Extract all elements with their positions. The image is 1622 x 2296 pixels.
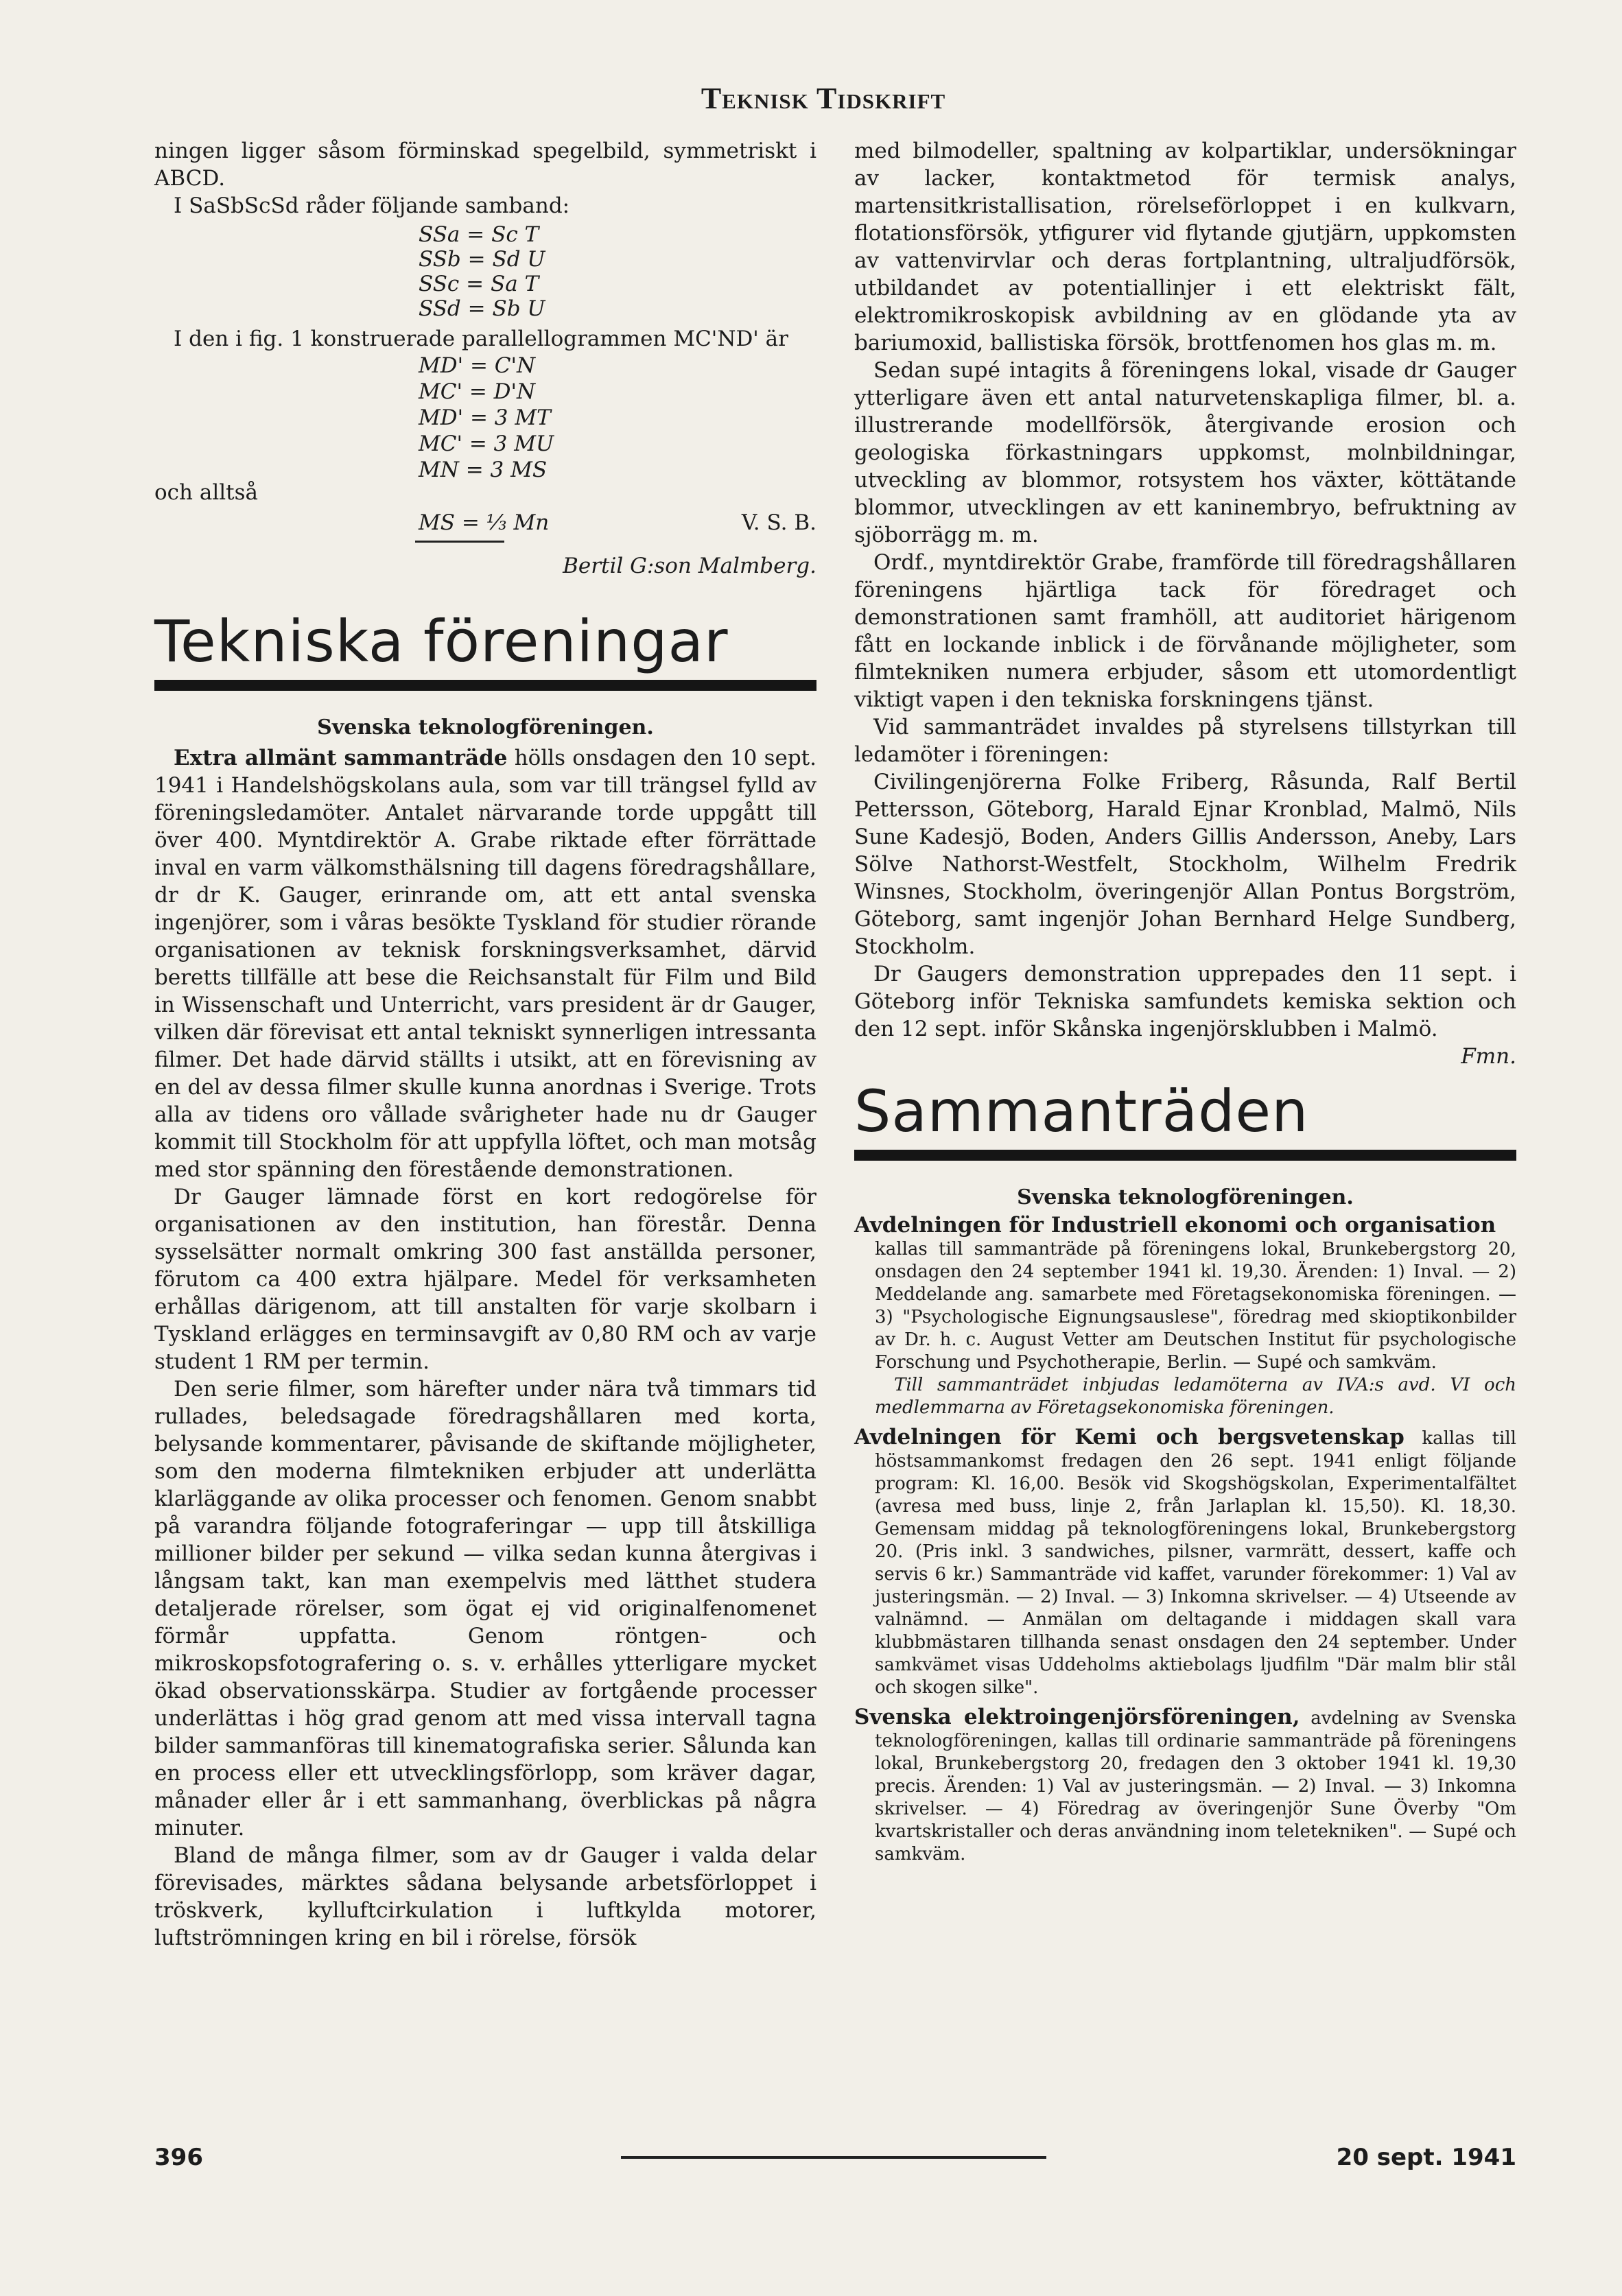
- notice-heading: Avdelningen för Kemi och bergsvetenskap: [854, 1425, 1404, 1449]
- signature: Fmn.: [1461, 1044, 1516, 1069]
- notice-text: avdelning av Svenska teknologföreningen, kallas till ordinarie sammanträde på föreningens lokal, Brunkebergstorg 20, fredagen den 3 oktober 1941 kl. 19,30 precis. Ärenden: 1) Val av justeringsmän. — 2) Inval. — 3) Inkomna skrivelser. — 4) Föredrag av överingenjör Sune Överby "Om kvartskristaller och deras användning inom teletekniken". — Supé och samkväm.: [875, 1708, 1516, 1865]
- divider: [415, 541, 504, 543]
- qed: V. S. B.: [741, 510, 816, 535]
- left-column: [154, 137, 816, 1952]
- paragraph: Sedan supé intagits å föreningens lokal, visade dr Gauger ytterligare även ett antal naturvetenskapliga filmer, bl. a. illustrerande modellförsök, återgivande erosion och geologiska förkastningars uppkomst, molnbildningar, utveckling av blommor, rotsystem hos växter, köttätande blommor, utvecklingen av ett kaninembryo, befruktning av sjöborrägg m. m.: [854, 358, 1516, 547]
- equation: SSa = Sc T: [419, 222, 539, 247]
- final-equation-row: [154, 509, 816, 536]
- paragraph-text: hölls onsdagen den 10 sept. 1941 i Handelshögskolans aula, som var till trängsel fylld av föreningsledamöter. Antalet närvarande torde uppgått till över 400. Myntdirektör A. Grabe riktade efter förrättade inval en varm välkomsthälsning till dagens föredragshållare, dr dr K. Gauger, erinrande om, att ett antal svenska ingenjörer, som i våras besökte Tyskland för studier rörande organisationen av teknisk forskningsverksamhet, därvid beretts tillfälle att bese die Reichsanstalt für Film und Bild in Wissenschaft und Unterricht, vars president är dr Gauger, vilken där förevisat ett antal tekniskt synnerligen intressanta filmer. Det hade därvid ställts i utsikt, att en förevisning av en del av dessa filmer skulle kunna anordnas i Sverige. Trots alla av tidens oro vållade svårigheter hade nu dr Gauger kommit till Stockholm för att uppfylla löftet, och man motsåg med stor spänning den förestående demonstrationen.: [154, 746, 816, 1182]
- equation: MC' = D'N: [419, 379, 536, 404]
- equation: MD' = C'N: [419, 353, 536, 378]
- paragraph: Vid sammanträdet invaldes på styrelsens tillstyrkan till ledamöter i föreningen:: [854, 715, 1516, 767]
- author: Bertil G:son Malmberg.: [563, 554, 816, 578]
- equation: MS = ⅓ Mn: [419, 510, 550, 535]
- intro-text: ningen ligger såsom förminskad spegelbild, symmetriskt i ABCD.: [154, 139, 816, 191]
- paragraph: Bland de många filmer, som av dr Gauger i valda delar förevisades, märktes sådana belysande arbetsförloppet i tröskverk, kylluftcirkulation i luftkylda motorer, luftströmningen kring en bil i rörelse, försök: [154, 1843, 816, 1950]
- section-rule: [854, 1150, 1516, 1161]
- page-footer: [154, 2144, 1516, 2171]
- notice-heading: Avdelningen för Industriell ekonomi och organisation: [854, 1213, 1496, 1238]
- footer-rule: [621, 2156, 1046, 2159]
- page-number: 396: [154, 2144, 203, 2171]
- paragraph: Civilingenjörerna Folke Friberg, Råsunda, Ralf Bertil Pettersson, Göteborg, Harald Ejnar Kronblad, Malmö, Nils Sune Kadesjö, Boden, Anders Gillis Andersson, Aneby, Lars Sölve Nathorst-Westfelt, Stockholm, Wilhelm Fredrik Winsnes, Stockholm, överingenjör Allan Pontus Borgström, Göteborg, samt ingenjör Johan Bernhard Helge Sundberg, Stockholm.: [854, 770, 1516, 959]
- equation: SSd = Sb U: [419, 296, 545, 321]
- intro-text: och alltså: [154, 480, 259, 505]
- paragraph: med bilmodeller, spaltning av kolpartiklar, undersökningar av lacker, kontaktmetod för termisk analys, martensitkristallisation, rörelseförloppet i en kulkvarn, flotationsförsök, ytfigurer vid flytande gjutjärn, uppkomsten av vattenvirvlar och deras fortplantning, ultraljudförsök, utbildandet av potentiallinjer i ett elektriskt fält, elektromikroskopisk avbildning av en glödande yta av bariumoxid, ballistiska försök, brottfenomen hos glas m. m.: [854, 139, 1516, 355]
- equation: MN = 3 MS: [419, 458, 548, 482]
- section-title: Tekniska föreningar: [154, 608, 729, 675]
- intro-text: I SaSbScSd råder följande samband:: [174, 193, 570, 218]
- right-column: [854, 137, 1516, 1866]
- paragraph: Dr Gauger lämnade först en kort redogörelse för organisationen av den institution, han förestår. Denna sysselsätter normalt omkring 300 fast anställda personer, förutom ca 400 extra hjälpare. Medel för verksamheten erhållas därigenom, att till anstalten för varje skolbarn i Tyskland erlägges en terminsavgift av 0,80 RM och av varje student 1 RM per termin.: [154, 1185, 816, 1374]
- notice-text: kallas till höstsammankomst fredagen den 26 sept. 1941 enligt följande program: Kl. 16,00. Besök vid Skogshögskolan, Experimentalfältet (avresa med buss, linje 2, från Jarlaplan kl. 15,50). Kl. 18,30. Gemensam middag på teknologföreningens lokal, Brunkebergstorg 20. (Pris inkl. 3 sandwiches, pilsner, varmrätt, dessert, kaffe och servis 6 kr.) Sammanträde vid kaffet, varunder förekommer: 1) Val av justeringsmän. — 2) Inval. — 3) Inkomna skrivelser. — 4) Utseende av valnämnd. — Anmälan om deltagande i middagen skall vara klubbmästaren tillhanda senast onsdagen den 24 september. Under samkvämet visas Uddeholms aktiebolags ljudfilm "Där malm blir stål och skogen silke".: [875, 1428, 1516, 1698]
- notice: [854, 1706, 1516, 1866]
- section-rule: [154, 680, 816, 691]
- paragraph: Ordf., myntdirektör Grabe, framförde till föredragshållaren föreningens hjärtliga tack för föredraget och demonstrationen samt framhöll, att auditoriet härigenom fått en lockande inblick i de förvånande möjligheter, som filmtekniken numera erbjuder, såsom ett utomordentligt viktigt vapen i den tekniska forskningens tjänst.: [854, 550, 1516, 712]
- notice-text: kallas till sammanträde på föreningens lokal, Brunkebergstorg 20, onsdagen den 24 september 1941 kl. 19,30. Ärenden: 1) Inval. — 2) Meddelande ang. samarbete med Företagsekonomiska föreningen. — 3) "Psychologische Eignungsauslese", föredrag med skioptikonbilder av Dr. h. c. August Vetter am Deutschen Institut für psychologische Forschung und Psychotherapie, Berlin. — Supé och samkväm.: [875, 1239, 1516, 1373]
- notice-heading: Svenska elektroingenjörsföreningen,: [854, 1705, 1300, 1729]
- equation: MC' = 3 MU: [419, 431, 554, 456]
- notice-note: Till sammanträdet inbjudas ledamöterna av IVA:s avd. VI och medlemmarna av Företagsekonomiska föreningen.: [875, 1375, 1516, 1418]
- notice: [854, 1426, 1516, 1699]
- organization-heading: Svenska teknologföreningen.: [1017, 1185, 1354, 1209]
- section-title: Sammanträden: [854, 1078, 1309, 1145]
- intro-text: I den i fig. 1 konstruerade parallellogrammen MC'ND' är: [174, 327, 788, 351]
- organization-heading: Svenska teknologföreningen.: [317, 715, 654, 739]
- equation: SSb = Sd U: [419, 247, 545, 272]
- paragraph: [154, 744, 816, 1183]
- notice: [854, 1214, 1516, 1374]
- equation-block: [419, 222, 816, 321]
- equation: MD' = 3 MT: [419, 405, 551, 430]
- equation-block: [419, 353, 816, 483]
- masthead: Teknisk Tidskrift: [701, 82, 946, 115]
- paragraph: Den serie filmer, som härefter under nära två timmars tid rullades, beledsagade föredragshållaren med korta, belysande kommentarer, påvisande de skiftande möjligheter, som den moderna filmtekniken erbjuder att underlätta klarläggande av olika processer och fenomen. Genom snabbt på varandra följande fotograferingar — upp till åtskilliga millioner bilder per sekund — vilka sedan kunna återgivas i långsam takt, kan man exempelvis med lätthet studera detaljerade rörelser, som ögat ej vid originalfenomenet förmår uppfatta. Genom röntgen- och mikroskopsfotografering o. s. v. erhålles ytterligare mycket ökad observationsskärpa. Studier av fortgående processer underlättas i hög grad genom att med vissa intervall tagna bilder sammanföras till kinematografiska serier. Sålunda kan en process eller ett utvecklingsförlopp, som kräver dagar, månader eller år i ett sammanhang, överblickas på några minuter.: [154, 1377, 816, 1841]
- paragraph: Dr Gaugers demonstration upprepades den 11 sept. i Göteborg inför Tekniska samfundets kemiska sektion och den 12 sept. inför Skånska ingenjörsklubben i Malmö.: [854, 962, 1516, 1041]
- issue-date: 20 sept. 1941: [1336, 2144, 1516, 2171]
- equation: SSc = Sa T: [419, 272, 539, 296]
- lead-text: Extra allmänt sammanträde: [174, 746, 508, 770]
